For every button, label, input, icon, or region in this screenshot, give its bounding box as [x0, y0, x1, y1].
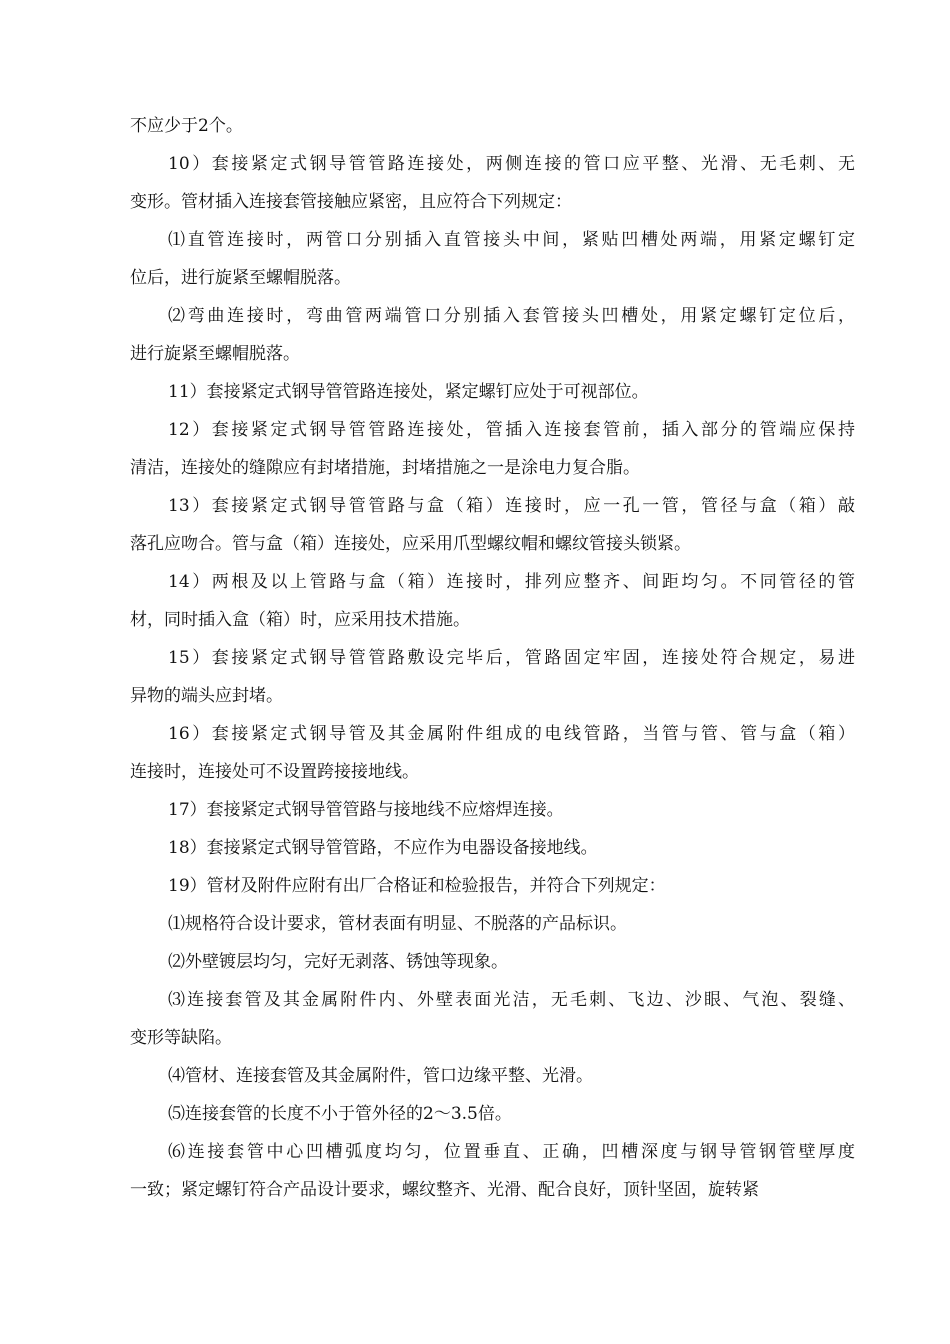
- text-line: 14）两根及以上管路与盒（箱）连接时，排列应整齐、间距均匀。不同管径的管: [168, 572, 855, 592]
- paragraph: [130, 950, 855, 974]
- text-line: 15）套接紧定式钢导管管路敷设完毕后，管路固定牢固，连接处符合规定，易进: [168, 648, 855, 668]
- paragraph: [130, 570, 855, 632]
- paragraph: [130, 988, 855, 1050]
- document-body: [130, 114, 855, 1202]
- text-line: 17）套接紧定式钢导管管路与接地线不应熔焊连接。: [168, 800, 564, 820]
- paragraph: [130, 418, 855, 480]
- text-line: 19）管材及附件应附有出厂合格证和检验报告，并符合下列规定：: [168, 876, 666, 896]
- paragraph: [130, 798, 855, 822]
- text-line: 变形等缺陷。: [130, 1028, 232, 1048]
- paragraph: [130, 1140, 855, 1202]
- text-line: 清洁，连接处的缝隙应有封堵措施，封堵措施之一是涂电力复合脂。: [130, 458, 640, 478]
- text-line: 一致；紧定螺钉符合产品设计要求，螺纹整齐、光滑、配合良好，顶针坚固，旋转紧: [130, 1180, 759, 1200]
- paragraph: [130, 304, 855, 366]
- text-line: 变形。管材插入连接套管接触应紧密，且应符合下列规定：: [130, 192, 572, 212]
- paragraph: [130, 152, 855, 214]
- text-line: ⑵外壁镀层均匀，完好无剥落、锈蚀等现象。: [168, 952, 508, 972]
- paragraph: [130, 836, 855, 860]
- text-line: 10）套接紧定式钢导管管路连接处，两侧连接的管口应平整、光滑、无毛刺、无: [168, 154, 855, 174]
- paragraph: [130, 1102, 855, 1126]
- text-line: 位后，进行旋紧至螺帽脱落。: [130, 268, 351, 288]
- paragraph: [130, 912, 855, 936]
- text-line: ⑵弯曲连接时，弯曲管两端管口分别插入套管接头凹槽处，用紧定螺钉定位后，: [168, 306, 855, 326]
- text-line: ⑷管材、连接套管及其金属附件，管口边缘平整、光滑。: [168, 1066, 593, 1086]
- text-line: 进行旋紧至螺帽脱落。: [130, 344, 300, 364]
- paragraph: [130, 114, 855, 138]
- text-line: ⑴规格符合设计要求，管材表面有明显、不脱落的产品标识。: [168, 914, 627, 934]
- text-line: 异物的端头应封堵。: [130, 686, 283, 706]
- text-line: 不应少于2个。: [130, 116, 243, 136]
- text-line: 落孔应吻合。管与盒（箱）连接处，应采用爪型螺纹帽和螺纹管接头锁紧。: [130, 534, 691, 554]
- text-line: 材，同时插入盒（箱）时，应采用技术措施。: [130, 610, 470, 630]
- text-line: 18）套接紧定式钢导管管路，不应作为电器设备接地线。: [168, 838, 598, 858]
- paragraph: [130, 722, 855, 784]
- text-line: ⑴直管连接时，两管口分别插入直管接头中间，紧贴凹槽处两端，用紧定螺钉定: [168, 230, 855, 250]
- paragraph: [130, 874, 855, 898]
- paragraph: [130, 494, 855, 556]
- text-line: 13）套接紧定式钢导管管路与盒（箱）连接时，应一孔一管，管径与盒（箱）敲: [168, 496, 855, 516]
- paragraph: [130, 228, 855, 290]
- text-line: ⑶连接套管及其金属附件内、外壁表面光洁，无毛刺、飞边、沙眼、气泡、裂缝、: [168, 990, 855, 1010]
- text-line: 12）套接紧定式钢导管管路连接处，管插入连接套管前，插入部分的管端应保持: [168, 420, 855, 440]
- text-line: ⑸连接套管的长度不小于管外径的2～3.5倍。: [168, 1104, 512, 1124]
- paragraph: [130, 1064, 855, 1088]
- text-line: ⑹连接套管中心凹槽弧度均匀，位置垂直、正确，凹槽深度与钢导管钢管壁厚度: [168, 1142, 855, 1162]
- text-line: 连接时，连接处可不设置跨接接地线。: [130, 762, 419, 782]
- text-line: 11）套接紧定式钢导管管路连接处，紧定螺钉应处于可视部位。: [168, 382, 649, 402]
- paragraph: [130, 646, 855, 708]
- paragraph: [130, 380, 855, 404]
- text-line: 16）套接紧定式钢导管及其金属附件组成的电线管路，当管与管、管与盒（箱）: [168, 724, 855, 744]
